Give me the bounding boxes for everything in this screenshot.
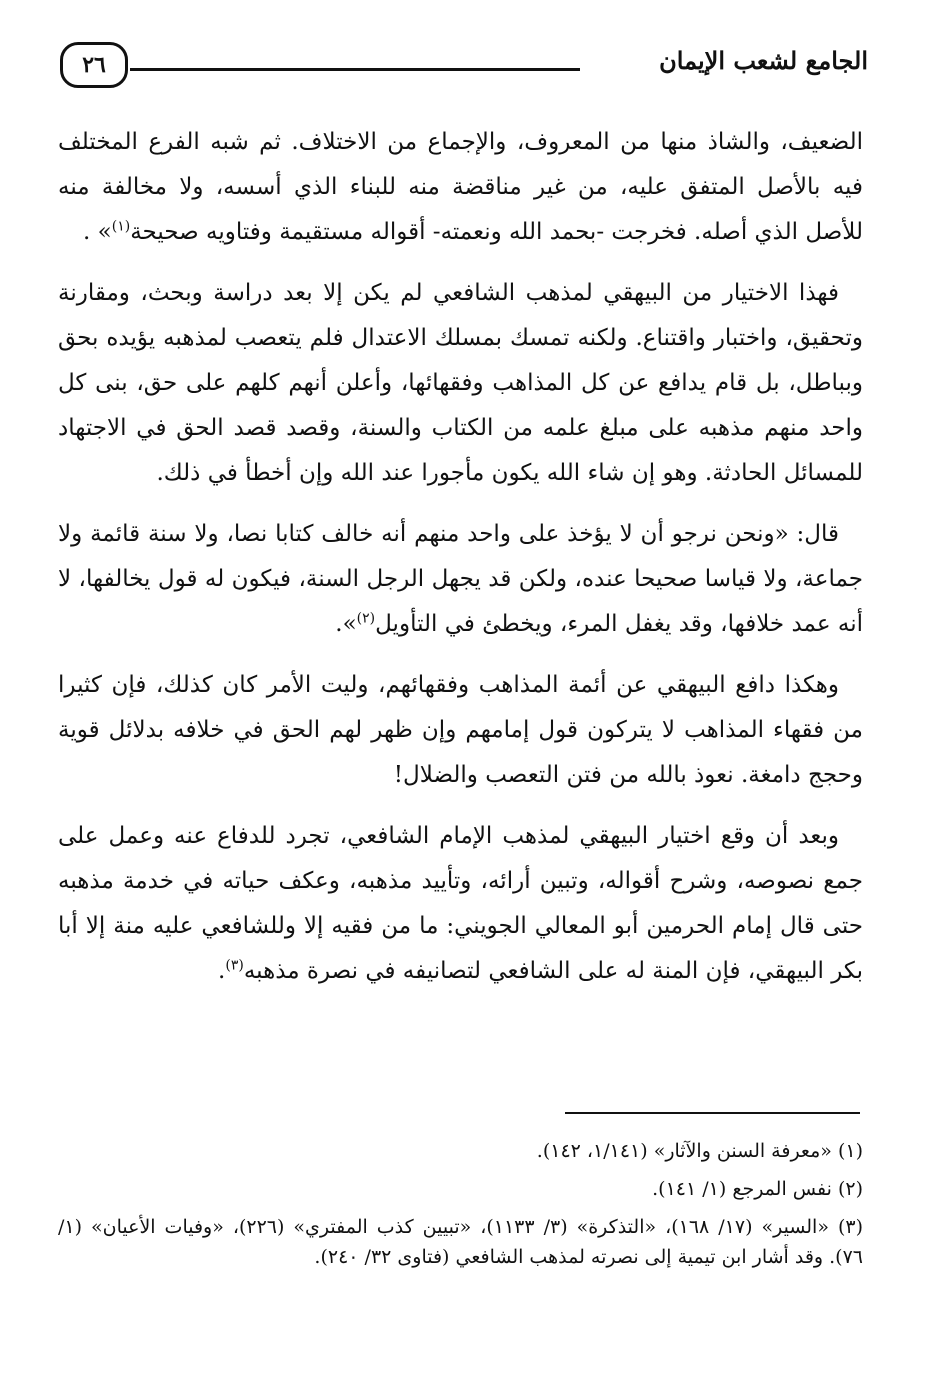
footnote-separator — [565, 1112, 860, 1114]
paragraph-tail: » . — [83, 219, 112, 245]
paragraph-text: فهذا الاختيار من البيهقي لمذهب الشافعي لم يكن إلا بعد دراسة وبحث، ومقارنة وتحقيق، واختبار واقتناع. ولكنه تمسك بمسلك الاعتدال فلم يتعصب لمذهبه يؤيده بحق وبباطل، بل قام يدافع عن كل المذاهب وفقهائها، وأعلن أنهم كلهم على حق، بنى كل واحد منهم مذهبه على مبلغ علمه من الكتاب والسنة، وقصد قصد الحق في الاجتهاد للمسائل الحادثة. وهو إن شاء الله يكون مأجورا عند الله وإن أخطأ في ذلك. — [58, 280, 863, 486]
footnote-1: (١) «معرفة السنن والآثار» (١/١٤١، ١٤٢). — [536, 1140, 863, 1162]
footnote-ref-2[interactable]: (٢) — [356, 610, 376, 627]
paragraph-4 — [58, 663, 863, 798]
footnote-3: (٣) «السير» (١٧/ ١٦٨)، «التذكرة» (٣/ ١١٣٣)، «تبيين كذب المفتري» (٢٢٦)، «وفيات الأعيان» (١/ ٧٦). وقد أشار ابن تيمية إلى نصرته لمذهب الشافعي (فتاوى ٣٢/ ٢٤٠). — [58, 1216, 863, 1268]
paragraph-2 — [58, 271, 863, 496]
header-rule — [130, 68, 580, 71]
footnote-2: (٢) نفس المرجع (١/ ١٤١). — [652, 1178, 863, 1200]
body-text — [58, 120, 863, 1010]
paragraph-tail: . — [218, 958, 226, 984]
footnote-ref-1[interactable]: (١) — [111, 218, 131, 235]
footnote-ref-3[interactable]: (٣) — [225, 957, 244, 974]
paragraph-text: قال: «ونحن نرجو أن لا يؤخذ على واحد منهم أنه خالف كتابا نصا، ولا سنة قائمة ولا جماعة، ولا قياسا صحيحا عنده، ولكن قد يجهل الرجل السنة، فيكون له قول يخالفها، لا أنه عمد خلافها، وقد يغفل المرء، ويخطئ في التأويل — [58, 521, 863, 637]
footnotes — [58, 1136, 863, 1280]
paragraph-text: وبعد أن وقع اختيار البيهقي لمذهب الإمام الشافعي، تجرد للدفاع عنه وعمل على جمع نصوصه، وشرح أقواله، وتبين أرائه، وتأييد مذهبه، وعكف حياته في خدمة مذهبه حتى قال إمام الحرمين أبو المعالي الجويني: ما من فقيه إلا وللشافعي عليه منة إلا أبا بكر البيهقي، فإن المنة له على الشافعي لتصانيفه في نصرة مذهبه — [58, 823, 863, 984]
paragraph-tail: ». — [335, 611, 357, 637]
paragraph-3 — [58, 512, 863, 647]
page-number: ٢٦ — [60, 42, 128, 88]
page-header — [60, 38, 868, 98]
running-title: الجامع لشعب الإيمان — [659, 46, 868, 75]
paragraph-5 — [58, 814, 863, 994]
paragraph-text: الضعيف، والشاذ منها من المعروف، والإجماع من الاختلاف. ثم شبه الفرع المختلف فيه بالأصل المتفق عليه، من غير مناقضة منه للبناء الذي أسسه، ولا مخالفة منه للأصل الذي أصله. فخرجت -بحمد الله ونعمته- أقواله مستقيمة وفتاويه صحيحة — [58, 129, 863, 245]
paragraph-1 — [58, 120, 863, 255]
paragraph-text: وهكذا دافع البيهقي عن أئمة المذاهب وفقهائهم، وليت الأمر كان كذلك، فإن كثيرا من فقهاء المذاهب لا يتركون قول إمامهم وإن ظهر لهم الحق في خلافه بدلائل قوية وحجج دامغة. نعوذ بالله من فتن التعصب والضلال! — [58, 672, 863, 788]
